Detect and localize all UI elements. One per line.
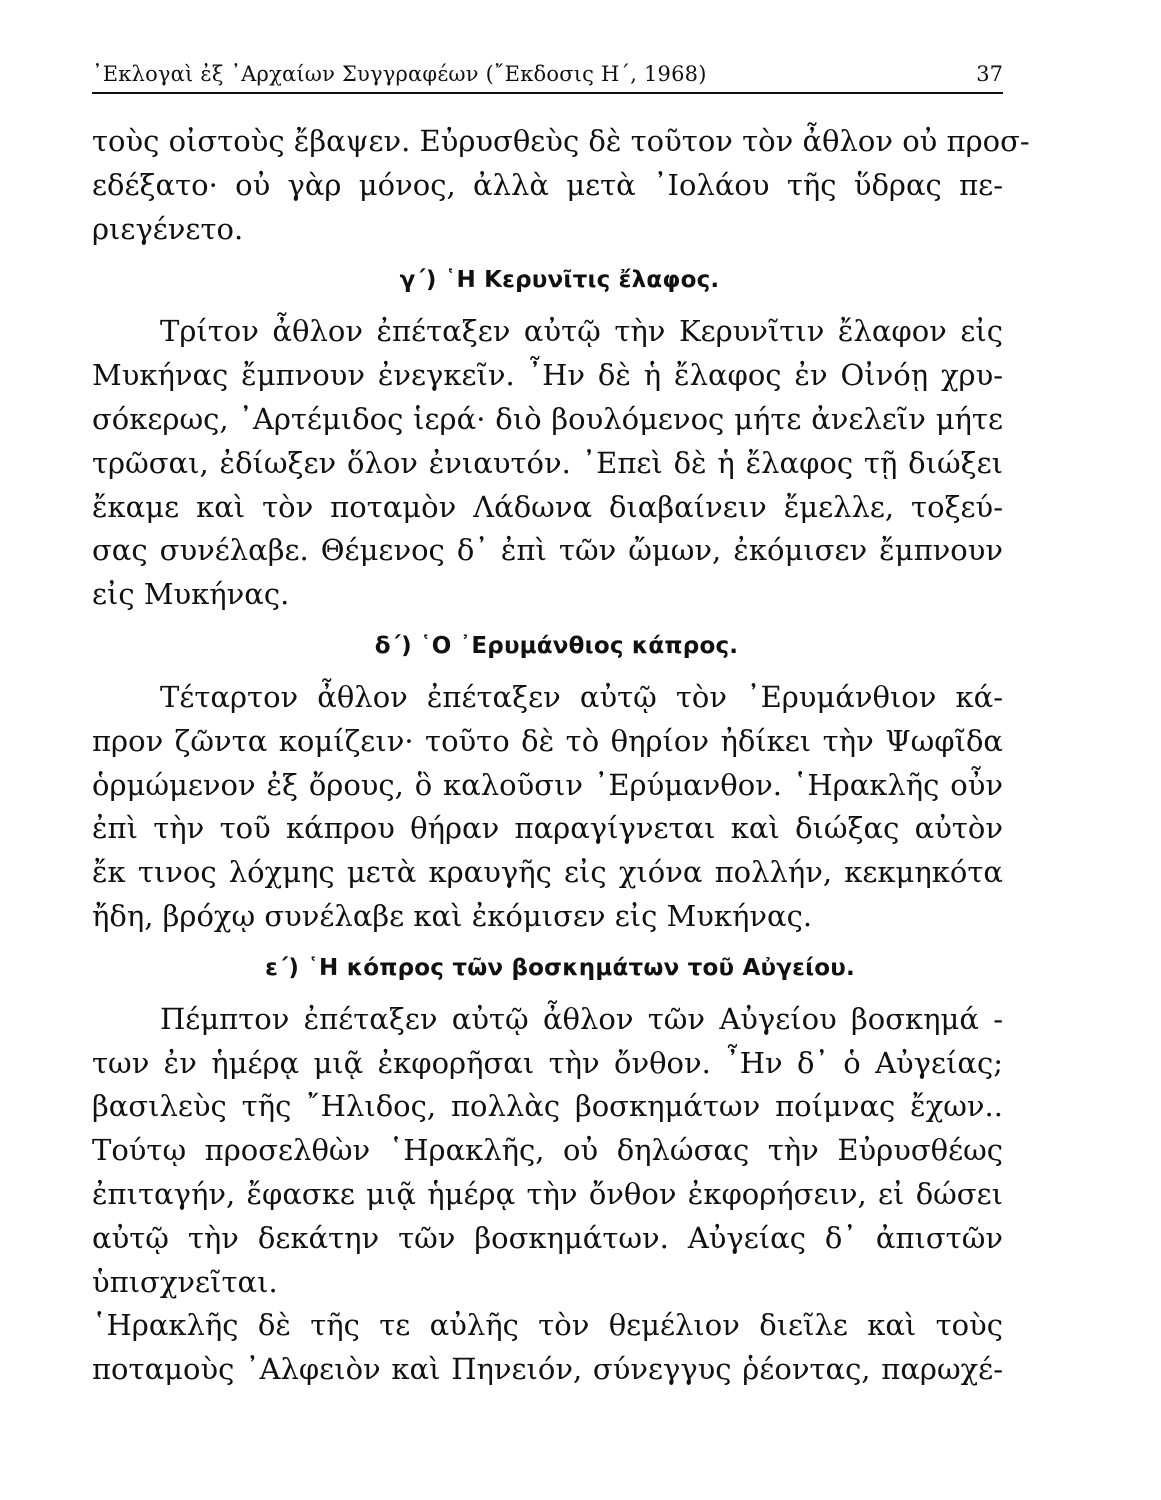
section-paragraph-delta bbox=[92, 676, 1003, 939]
text-line: αὐτῷ τὴν δεκάτην τῶν βοσκημάτων. Αὐγείας δ᾿ ἀπιστῶν bbox=[92, 1220, 1003, 1255]
text-line: ἔκ τινος λόχμης μετὰ κραυγῆς εἰς χιόνα πολλήν, κεκμηκότα bbox=[92, 855, 1003, 890]
text-line: Μυκήνας ἔμπνουν ἐνεγκεῖν. ῏Ην δὲ ἡ ἔλαφος ἐν Οἰνόῃ χρυ- bbox=[92, 358, 1003, 393]
text-line: τοὺς οἰστοὺς ἔβαψεν. Εὐρυσθεὺς δὲ τοῦτον τὸν ἆθλον οὐ προσ- bbox=[92, 124, 1030, 158]
header-rule bbox=[92, 92, 1003, 94]
section-paragraph-gamma bbox=[92, 310, 1003, 617]
text-line: ἤδη, βρόχῳ συνέλαβε καὶ ἐκόμισεν εἰς Μυκήνας. bbox=[92, 898, 813, 933]
text-line: ἐπιταγήν, ἔφασκε μιᾷ ἡμέρᾳ τὴν ὄνθον ἐκφορήσειν, εἰ δώσει bbox=[92, 1176, 1003, 1211]
text-line: εδέξατο· οὐ γὰρ μόνος, ἀλλὰ μετὰ ᾿Ιολάου τῆς ὕδρας πε- bbox=[92, 167, 1003, 202]
section-heading-gamma: γ΄) ῾Η Κερυνῖτις ἔλαφος. bbox=[399, 267, 720, 294]
text-line: Τρίτον ἆθλον ἐπέταξεν αὐτῷ τὴν Κερυνῖτιν ἔλαφον εἰς bbox=[160, 314, 1003, 349]
text-line: προν ζῶντα κομίζειν· τοῦτο δὲ τὸ θηρίον ἠδίκει τὴν Ψωφῖδα bbox=[92, 723, 1003, 758]
page-number: 37 bbox=[976, 62, 1003, 86]
text-line: Τούτῳ προσελθὼν ῾Ηρακλῆς, οὐ δηλώσας τὴν Εὐρυσθέως bbox=[92, 1133, 1003, 1168]
header-title: ᾿Εκλογαὶ ἐξ ᾿Αρχαίων Συγγραφέων (῎Εκδοσις Η΄, 1968) bbox=[92, 62, 707, 86]
text-line: βασιλεὺς τῆς ῎Ηλιδος, πολλὰς βοσκημάτων ποίμνας ἔχων.. bbox=[92, 1089, 1003, 1124]
text-line: ἐπὶ τὴν τοῦ κάπρου θήραν παραγίγνεται καὶ διώξας αὐτὸν bbox=[92, 811, 1003, 846]
section-heading-delta: δ΄) ῾Ο ᾿Ερυμάνθιος κάπρος. bbox=[374, 632, 739, 659]
text-line: Τέταρτον ἆθλον ἐπέταξεν αὐτῷ τὸν ᾿Ερυμάνθιον κά- bbox=[160, 679, 1003, 714]
text-line: σόκερως, ᾿Αρτέμιδος ἱερά· διὸ βουλόμενος μήτε ἀνελεῖν μήτε bbox=[92, 401, 1003, 436]
text-line: ῾Ηρακλῆς δὲ τῆς τε αὐλῆς τὸν θεμέλιον διεῖλε καὶ τοὺς bbox=[92, 1308, 1003, 1343]
text-line: των ἐν ἡμέρᾳ μιᾷ ἐκφορῆσαι τὴν ὄνθον. ῏Ην δ᾿ ὁ Αὐγείας; bbox=[92, 1045, 1003, 1080]
text-line: τρῶσαι, ἐδίωξεν ὅλον ἐνιαυτόν. ᾿Επεὶ δὲ ἡ ἔλαφος τῇ διώξει bbox=[92, 445, 1003, 480]
text-line: Πέμπτον ἐπέταξεν αὐτῷ ἆθλον τῶν Αὐγείου βοσκημά - bbox=[160, 1001, 1003, 1036]
text-line: ριεγένετο. bbox=[92, 211, 244, 246]
running-header bbox=[92, 58, 1003, 94]
text-line: εἰς Μυκήνας. bbox=[92, 577, 290, 612]
text-line: σας συνέλαβε. Θέμενος δ᾿ ἐπὶ τῶν ὤμων, ἐκόμισεν ἔμπνουν bbox=[92, 533, 1003, 568]
text-line: ἔκαμε καὶ τὸν ποταμὸν Λάδωνα διαβαίνειν ἔμελλε, τοξεύ- bbox=[92, 489, 1003, 524]
intro-paragraph bbox=[92, 120, 1030, 251]
closing-paragraph bbox=[92, 1304, 1003, 1392]
section-heading-epsilon: ε΄) ῾Η κόπρος τῶν βοσκημάτων τοῦ Αὐγείου. bbox=[265, 954, 855, 981]
body-text bbox=[92, 120, 1030, 1392]
text-line: ποταμοὺς ᾿Αλφειὸν καὶ Πηνειόν, σύνεγγυς ῥέοντας, παρωχέ- bbox=[92, 1352, 1003, 1387]
text-line: ὁρμώμενον ἐξ ὄρους, ὃ καλοῦσιν ᾿Ερύμανθον. ῾Ηρακλῆς οὖν bbox=[92, 767, 1003, 802]
section-paragraph-epsilon bbox=[92, 998, 1003, 1305]
text-line: ὑπισχνεῖται. bbox=[92, 1264, 278, 1299]
